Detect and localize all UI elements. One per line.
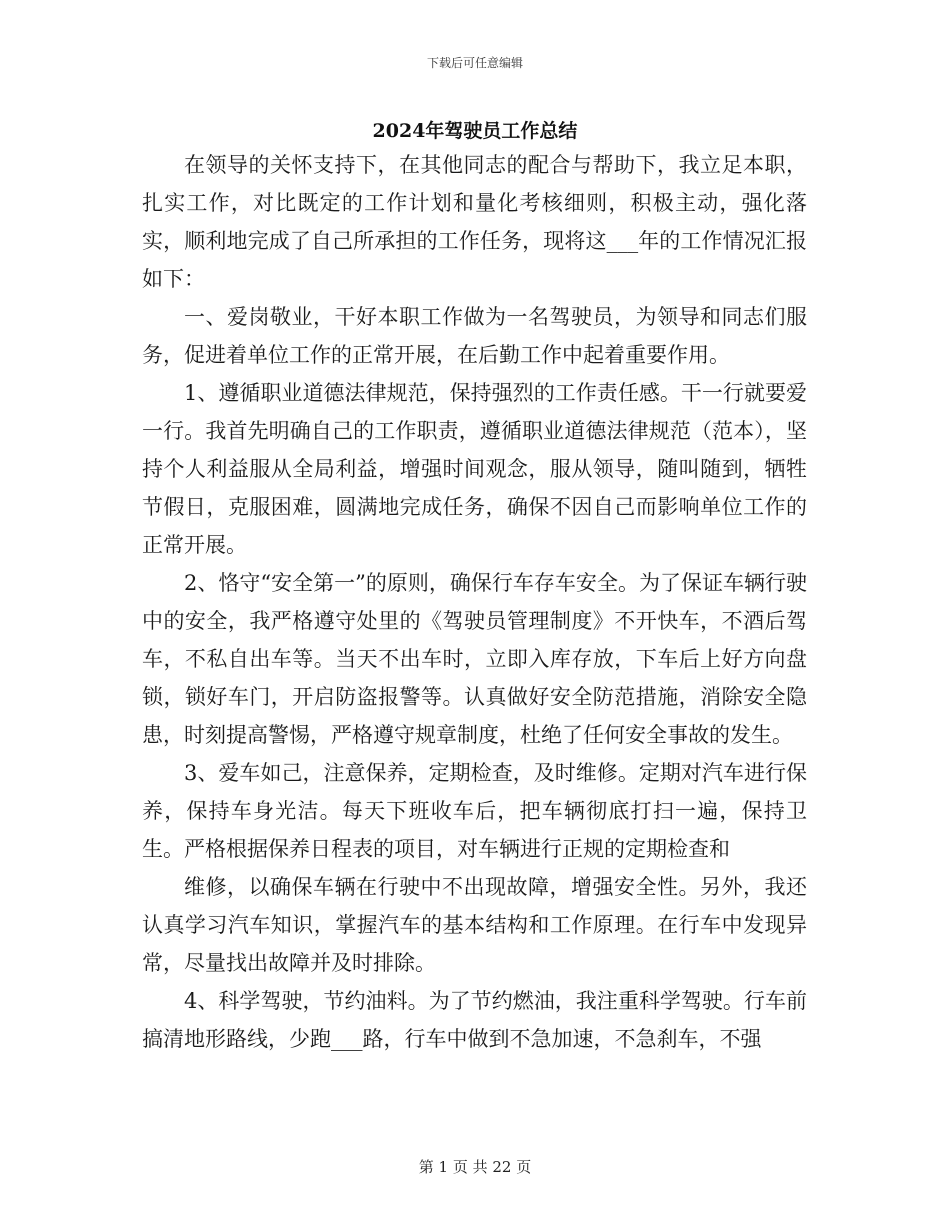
document-body xyxy=(142,146,807,1058)
paragraph-item-3-continued: 维修，以确保车辆在行驶中不出现故障，增强安全性。另外，我还认真学习汽车知识，掌握汽车的基本结构和工作原理。在行车中发现异常，尽量找出故障并及时排除。 xyxy=(142,875,807,975)
header-note: 下载后可任意编辑 xyxy=(426,56,523,70)
page-number: 第 1 页 共 22 页 xyxy=(418,1158,532,1176)
paragraph-item-4: 4、科学驾驶，节约油料。为了节约燃油，我注重科学驾驶。行车前搞清地形路线，少跑___路，行车中做到不急加速，不急刹车，不强 xyxy=(142,989,807,1051)
paragraph-section-1: 一、爱岗敬业，干好本职工作做为一名驾驶员，为领导和同志们服务，促进着单位工作的正常开展，在后勤工作中起着重要作用。 xyxy=(142,305,807,367)
paragraph-item-1: 1、遵循职业道德法律规范，保持强烈的工作责任感。干一行就要爱一行。我首先明确自己的工作职责，遵循职业道德法律规范（范本），坚持个人利益服从全局利益，增强时间观念，服从领导，随叫随到，牺牲节假日，克服困难，圆满地完成任务，确保不因自己而影响单位工作的正常开展。 xyxy=(142,381,807,557)
paragraph-item-2: 2、恪守“安全第一”的原则，确保行车存车安全。为了保证车辆行驶中的安全，我严格遵守处里的《驾驶员管理制度》不开快车，不酒后驾车，不私自出车等。当天不出车时，立即入库存放，下车后上好方向盘锁，锁好车门，开启防盗报警等。认真做好安全防范措施，消除安全隐患，时刻提高警惕，严格遵守规章制度，杜绝了任何安全事故的发生。 xyxy=(142,571,807,747)
paragraph-item-3: 3、爱车如己，注意保养，定期检查，及时维修。定期对汽车进行保养，保持车身光洁。每天下班收车后，把车辆彻底打扫一遍，保持卫生。严格根据保养日程表的项目，对车辆进行正规的定期检查和 xyxy=(142,761,807,861)
document-title: 2024年驾驶员工作总结 xyxy=(372,120,578,142)
paragraph-intro: 在领导的关怀支持下，在其他同志的配合与帮助下，我立足本职，扎实工作，对比既定的工作计划和量化考核细则，积极主动，强化落实，顺利地完成了自己所承担的工作任务，现将这___年的工作情况汇报如下： xyxy=(142,153,807,291)
